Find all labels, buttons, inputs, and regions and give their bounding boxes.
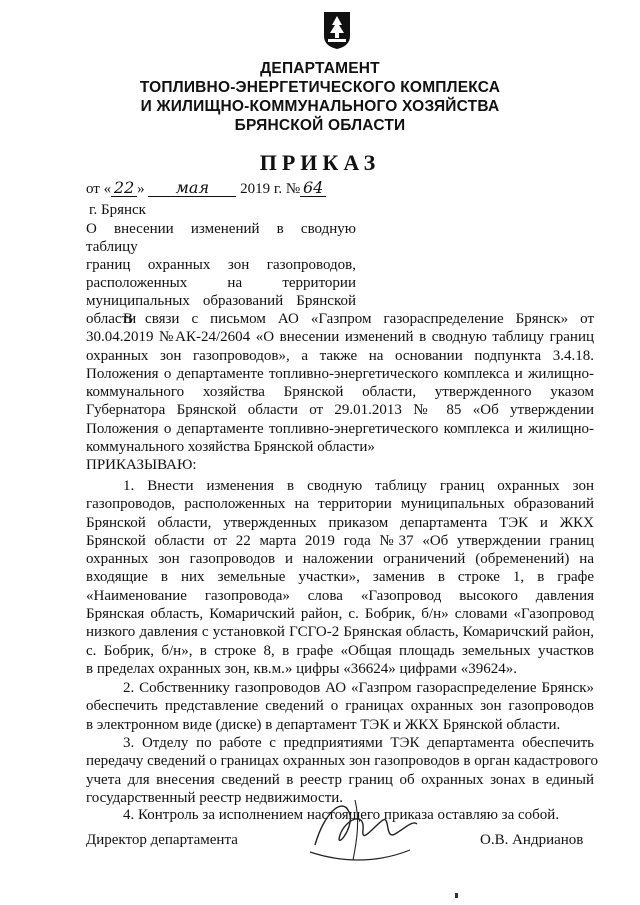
scan-mark [455,893,458,898]
signatory-name: О.В. Андрианов [480,832,584,848]
preamble-line: Губернатора Брянской области от 29.01.2013 № 85 «Об утверждении [86,402,594,419]
subject-line: О внесении изменений в сводную таблицу [86,221,356,255]
item1-line: в пределах охранных зон, кв.м.» цифры «36624» цифрами «39624». [86,660,517,677]
item-1 [86,477,594,678]
preamble-line: коммунального хозяйства Брянской области, утвержденного указом [86,384,594,401]
item3-line: передачу сведений о границах охранных зон газопроводов в орган кадастрового [86,753,598,770]
document-title: ПРИКАЗ [259,150,381,175]
preamble [86,310,594,475]
item1-line: 1. Внести изменения в сводную таблицу границ охранных зон [123,478,594,494]
date-day: 22 [111,180,137,197]
subject-line: расположенных на территории [86,275,356,291]
dept-line-3: И ЖИЛИЩНО-КОММУНАЛЬНОГО ХОЗЯЙСТВА [140,98,500,115]
signature-scribble [305,790,425,870]
item1-line: газопроводов, расположенных на территории муниципальных образований [86,496,594,513]
preamble-line: В связи с письмом АО «Газпром газораспределение Брянск» от [123,311,594,327]
item-2 [86,679,594,734]
item2-line: обеспечить представление сведений о границах охранных зон газопроводов [86,698,594,715]
item1-line: Брянская область, Комаричский район, с. Бобрик, б/н» словами «Газопровод [86,606,594,623]
subject-line: границ охранных зон газопроводов, [86,257,356,273]
item1-line: Брянской области от 22 марта 2019 года №37 «Об утверждении границ [86,532,594,549]
dept-line-1: ДЕПАРТАМЕНТ [260,60,380,77]
dept-line-2: ТОПЛИВНО-ЭНЕРГЕТИЧЕСКОГО КОМПЛЕКСА [139,79,501,96]
date-month: мая [148,180,236,197]
preamble-line: Положения о департаменте топливно-энергетического комплекса и жилищно- [86,420,594,437]
date-line [86,180,326,198]
subject-line: области [86,311,137,327]
date-prefix: от « [86,181,112,197]
item1-line: низкого давления с установкой ГСГО-2 Брянская область, Комаричский район, [86,624,594,641]
item3-line: учета для внесения сведений в реестр границ об охранных зонах в единый [86,771,594,788]
order-word: ПРИКАЗЫВАЮ: [86,457,197,474]
item2-line: 2. Собственнику газопроводов АО «Газпром газораспределение Брянск» [123,680,594,696]
order-number: 64 [300,180,326,197]
item1-line: с. Бобрик, б/н», в строке 8, в графе «Общая площадь земельных участков [86,642,594,659]
signatory-position: Директор департамента [86,832,238,848]
item4-line: 4. Контроль за исполнением настоящего приказа оставляю за собой. [123,807,560,823]
preamble-line: коммунального хозяйства Брянской области» [86,439,375,456]
preamble-line: 30.04.2019 №АК-24/2604 «О внесении изменений в сводную таблицу границ [86,329,594,346]
city: г. Брянск [89,202,146,218]
subject-line: муниципальных образований Брянской [86,293,356,309]
item1-line: входящие в них земельные участки», заменив в строке 1, в графе [86,569,594,586]
dept-line-4: БРЯНСКОЙ ОБЛАСТИ [234,117,406,134]
preamble-line: Положения о департаменте топливно-энергетического комплекса и жилищно- [86,365,594,382]
item1-line: Брянской области, утвержденных приказом департамента ТЭК и ЖКХ [86,514,594,531]
date-mid: » [137,181,145,197]
date-year: 2019 г. [240,181,283,197]
item1-line: охранных зон газопроводов и наложении ограничений (обременений) на [86,551,594,568]
item3-line: 3. Отделу по работе с предприятиями ТЭК департамента обеспечить [123,735,594,751]
item2-line: в электронном виде (диске) в департамент ТЭК и ЖКХ Брянской области. [86,716,561,733]
number-label: № [285,181,301,197]
item3-line: государственный реестр недвижимости. [86,789,344,806]
item1-line: «Наименование газопровода» слова «Газопровод высокого давления [86,587,594,604]
coat-of-arms-icon [322,10,352,50]
preamble-line: охранных зон газопроводов», а также на основании подпункта 3.4.18. [86,347,594,364]
